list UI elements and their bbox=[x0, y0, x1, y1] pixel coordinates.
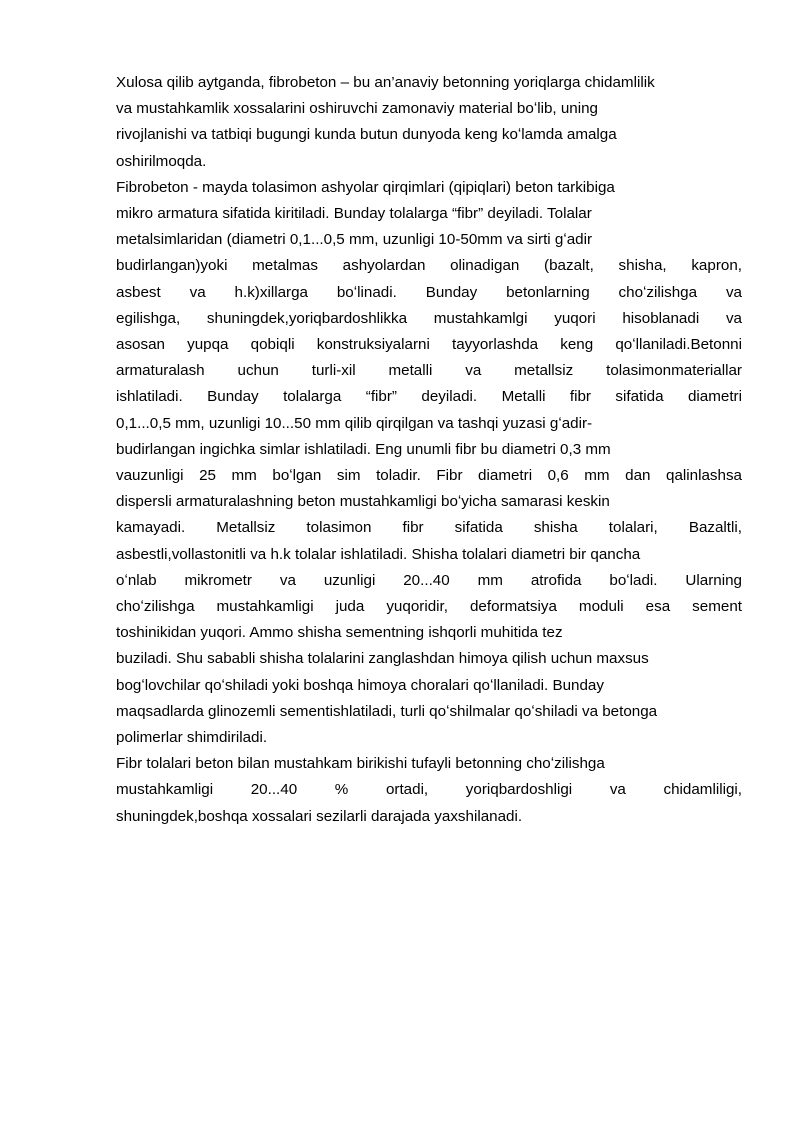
text-line: toshinikidan yuqori. Ammo shisha sementning ishqorli muhitida tez bbox=[116, 624, 563, 642]
text-line: Xulosa qilib aytganda, fibrobeton – bu an’anaviy betonning yoriqlarga chidamlilik bbox=[116, 74, 655, 91]
text-line: oshirilmoqda. bbox=[116, 152, 207, 170]
text-line: asosan yupqa qobiqli konstruksiyalarni tayyorlashda keng qoʻllaniladi.Betonni bbox=[116, 336, 742, 354]
text-line: oʻnlab mikrometr va uzunligi 20...40 mm atrofida boʻladi. Ularning bbox=[116, 571, 742, 589]
text-line: Fibrobeton - mayda tolasimon ashyolar qirqimlari (qipiqlari) beton tarkibiga bbox=[116, 178, 615, 196]
text-line: kamayadi. Metallsiz tolasimon fibr sifatida shisha tolalari, Bazaltli, bbox=[116, 519, 742, 537]
text-line: mustahkamligi 20...40 % ortadi, yoriqbardoshligi va chidamliligi, bbox=[116, 781, 742, 799]
text-line: ishlatiladi. Bunday tolalarga “fibr” deyiladi. Metalli fibr sifatida diametri bbox=[116, 388, 742, 406]
text-line: va mustahkamlik xossalarini oshiruvchi zamonaviy material boʻlib, uning bbox=[116, 100, 598, 118]
text-line: rivojlanishi va tatbiqi bugungi kunda butun dunyoda keng koʻlamda amalga bbox=[116, 126, 617, 144]
paragraph-1 bbox=[116, 70, 742, 175]
text-line: armaturalash uchun turli-xil metalli va metallsiz tolasimonmateriallar bbox=[116, 362, 742, 380]
text-line: vauzunligi 25 mm boʻlgan sim toladir. Fibr diametri 0,6 mm dan qalinlashsa bbox=[116, 467, 742, 485]
text-line: asbestli,vollastonitli va h.k tolalar ishlatiladi. Shisha tolalari diametri bir qancha bbox=[116, 545, 641, 563]
paragraph-3 bbox=[116, 751, 742, 830]
text-line: egilishga, shuningdek,yoriqbardoshlikka mustahkamlgi yuqori hisoblanadi va bbox=[116, 309, 742, 327]
text-line: budirlangan)yoki metalmas ashyolardan olinadigan (bazalt, shisha, kapron, bbox=[116, 257, 742, 275]
text-line: buziladi. Shu sababli shisha tolalarini zanglashdan himoya qilish uchun maxsus bbox=[116, 650, 649, 668]
text-line: Fibr tolalari beton bilan mustahkam birikishi tufayli betonning choʻzilishga bbox=[116, 755, 605, 773]
text-line: choʻzilishga mustahkamligi juda yuqoridir, deformatsiya moduli esa sement bbox=[116, 598, 742, 616]
text-line: metalsimlaridan (diametri 0,1...0,5 mm, uzunligi 10-50mm va sirti gʻadir bbox=[116, 231, 593, 249]
text-line: mikro armatura sifatida kiritiladi. Bunday tolalarga “fibr” deyiladi. Tolalar bbox=[116, 205, 592, 223]
text-line: dispersli armaturalashning beton mustahkamligi boʻyicha samarasi keskin bbox=[116, 493, 610, 511]
text-line: asbest va h.k)xillarga boʻlinadi. Bunday betonlarning choʻzilishga va bbox=[116, 283, 742, 301]
text-line: shuningdek,boshqa xossalari sezilarli darajada yaxshilanadi. bbox=[116, 807, 523, 825]
text-line: polimerlar shimdiriladi. bbox=[116, 729, 268, 747]
text-line: 0,1...0,5 mm, uzunligi 10...50 mm qilib qirqilgan va tashqi yuzasi gʻadir- bbox=[116, 414, 593, 432]
document-body bbox=[116, 70, 742, 830]
text-line: maqsadlarda glinozemli sementishlatiladi, turli qoʻshilmalar qoʻshiladi va betonga bbox=[116, 702, 658, 720]
text-line: bogʻlovchilar qoʻshiladi yoki boshqa himoya choralari qoʻllaniladi. Bunday bbox=[116, 676, 604, 694]
paragraph-2 bbox=[116, 175, 742, 751]
text-line: budirlangan ingichka simlar ishlatiladi. Eng unumli fibr bu diametri 0,3 mm bbox=[116, 440, 611, 458]
